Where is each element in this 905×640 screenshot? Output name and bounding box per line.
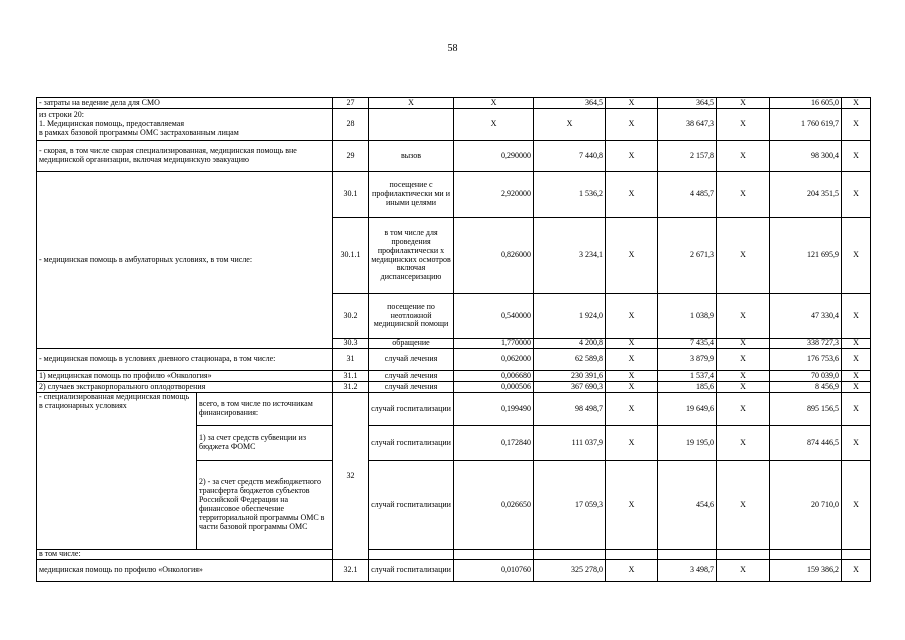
- value-cell: 8 456,9: [770, 382, 842, 393]
- norm-cell: 0,026650: [454, 461, 534, 550]
- value-cell: Х: [606, 98, 658, 109]
- value-cell: 895 156,5: [770, 393, 842, 426]
- value-cell: Х: [606, 294, 658, 339]
- value-cell: Х: [842, 98, 871, 109]
- row-label: - затраты на ведение дела для СМО: [37, 98, 333, 109]
- empty-cell: [369, 550, 454, 560]
- value-cell: 325 278,0: [534, 560, 606, 582]
- row-number: 32.1: [333, 560, 369, 582]
- value-cell: Х: [842, 393, 871, 426]
- value-cell: Х: [717, 172, 770, 218]
- unit-cell: посещение с профилактически ми и иными целями: [369, 172, 454, 218]
- row-number: 30.2: [333, 294, 369, 339]
- value-cell: Х: [606, 426, 658, 461]
- value-cell: Х: [717, 393, 770, 426]
- unit-cell: посещение по неотложной медицинской помощи: [369, 294, 454, 339]
- empty-cell: [842, 550, 871, 560]
- value-cell: Х: [717, 218, 770, 294]
- value-cell: Х: [606, 109, 658, 141]
- value-cell: Х: [606, 172, 658, 218]
- value-cell: 3 879,9: [658, 349, 717, 371]
- table-row: [37, 98, 871, 109]
- value-cell: 874 446,5: [770, 426, 842, 461]
- value-cell: 230 391,6: [534, 371, 606, 382]
- value-cell: 70 039,0: [770, 371, 842, 382]
- unit-cell: случай госпитализации: [369, 560, 454, 582]
- norm-cell: 0,540000: [454, 294, 534, 339]
- value-cell: Х: [842, 294, 871, 339]
- value-cell: 1 760 619,7: [770, 109, 842, 141]
- norm-cell: 0,826000: [454, 218, 534, 294]
- norm-cell: Х: [454, 98, 534, 109]
- value-cell: 1 924,0: [534, 294, 606, 339]
- empty-cell: [534, 550, 606, 560]
- value-cell: 2 671,3: [658, 218, 717, 294]
- row-number: 28: [333, 109, 369, 141]
- norm-cell: 0,010760: [454, 560, 534, 582]
- row-label: - скорая, в том числе скорая специализированная, медицинская помощь вне медицинской организации, включая медицинскую эвакуацию: [37, 141, 333, 172]
- row-label: - специализированная медицинская помощь в стационарных условиях: [37, 393, 197, 550]
- norm-cell: 0,290000: [454, 141, 534, 172]
- value-cell: Х: [842, 109, 871, 141]
- norm-cell: 0,000506: [454, 382, 534, 393]
- row-label: медицинская помощь по профилю «Онкология»: [37, 560, 333, 582]
- empty-cell: [658, 550, 717, 560]
- row-label: - медицинская помощь в условиях дневного стационара, в том числе:: [37, 349, 333, 371]
- unit-cell: случай лечения: [369, 382, 454, 393]
- value-cell: Х: [717, 461, 770, 550]
- value-cell: Х: [842, 339, 871, 349]
- page-number: 58: [447, 43, 458, 54]
- value-cell: Х: [842, 560, 871, 582]
- value-cell: 176 753,6: [770, 349, 842, 371]
- table-row: [37, 371, 871, 382]
- table-row: [37, 172, 871, 218]
- norm-cell: 0,172840: [454, 426, 534, 461]
- unit-cell: случай госпитализации: [369, 393, 454, 426]
- row-number: 27: [333, 98, 369, 109]
- value-cell: 3 234,1: [534, 218, 606, 294]
- value-cell: Х: [842, 141, 871, 172]
- value-cell: 338 727,3: [770, 339, 842, 349]
- row-label: - медицинская помощь в амбулаторных условиях, в том числе:: [37, 172, 333, 349]
- value-cell: 98 498,7: [534, 393, 606, 426]
- value-cell: 19 195,0: [658, 426, 717, 461]
- unit-cell: случай госпитализации: [369, 461, 454, 550]
- unit-cell: случай госпитализации: [369, 426, 454, 461]
- row-number: 31.1: [333, 371, 369, 382]
- row-label: [37, 109, 333, 141]
- value-cell: Х: [717, 339, 770, 349]
- empty-cell: [770, 550, 842, 560]
- row-label: в том числе:: [37, 550, 333, 560]
- table-row: [37, 382, 871, 393]
- unit-cell: случай лечения: [369, 349, 454, 371]
- row-number: 29: [333, 141, 369, 172]
- row-number: 30.3: [333, 339, 369, 349]
- value-cell: 62 589,8: [534, 349, 606, 371]
- value-cell: Х: [606, 349, 658, 371]
- value-cell: 1 537,4: [658, 371, 717, 382]
- value-cell: 17 059,3: [534, 461, 606, 550]
- row-sublabel: всего, в том числе по источникам финансирования:: [197, 393, 333, 426]
- row-number: 30.1: [333, 172, 369, 218]
- row-number: 30.1.1: [333, 218, 369, 294]
- row-number: 31.2: [333, 382, 369, 393]
- value-cell: Х: [606, 461, 658, 550]
- value-cell: 204 351,5: [770, 172, 842, 218]
- value-cell: 364,5: [658, 98, 717, 109]
- value-cell: 7 435,4: [658, 339, 717, 349]
- value-cell: Х: [842, 172, 871, 218]
- empty-cell: [606, 550, 658, 560]
- row-label: 2) случаев экстракорпорального оплодотворения: [37, 382, 333, 393]
- value-cell: Х: [717, 349, 770, 371]
- table-row: [37, 109, 871, 141]
- norm-cell: Х: [454, 109, 534, 141]
- norm-cell: 0,062000: [454, 349, 534, 371]
- row-sublabel: 2) - за счет средств межбюджетного трансферта бюджетов субъектов Российской Федерации на финансовое обеспечение территориальной программы ОМС в части базовой программы ОМС: [197, 461, 333, 550]
- value-cell: 4 485,7: [658, 172, 717, 218]
- value-cell: 185,6: [658, 382, 717, 393]
- unit-cell: случай лечения: [369, 371, 454, 382]
- table-row: [37, 550, 871, 560]
- value-cell: 454,6: [658, 461, 717, 550]
- row-label-line: из строки 20:: [39, 110, 84, 120]
- value-cell: 111 037,9: [534, 426, 606, 461]
- unit-cell: Х: [369, 98, 454, 109]
- value-cell: Х: [606, 339, 658, 349]
- value-cell: Х: [842, 218, 871, 294]
- value-cell: Х: [842, 426, 871, 461]
- value-cell: Х: [717, 98, 770, 109]
- table-row: [37, 141, 871, 172]
- norm-cell: 0,006680: [454, 371, 534, 382]
- value-cell: 367 690,3: [534, 382, 606, 393]
- value-cell: 16 605,0: [770, 98, 842, 109]
- value-cell: Х: [842, 461, 871, 550]
- value-cell: 364,5: [534, 98, 606, 109]
- value-cell: Х: [717, 560, 770, 582]
- value-cell: Х: [606, 393, 658, 426]
- value-cell: 19 649,6: [658, 393, 717, 426]
- value-cell: Х: [842, 371, 871, 382]
- row-number: 32: [333, 393, 369, 560]
- value-cell: Х: [606, 141, 658, 172]
- value-cell: Х: [717, 294, 770, 339]
- value-cell: Х: [606, 560, 658, 582]
- norm-cell: 2,920000: [454, 172, 534, 218]
- empty-cell: [717, 550, 770, 560]
- value-cell: Х: [717, 109, 770, 141]
- table-row: [37, 393, 871, 426]
- table-row: [37, 560, 871, 582]
- value-cell: Х: [717, 371, 770, 382]
- value-cell: Х: [606, 218, 658, 294]
- value-cell: 1 038,9: [658, 294, 717, 339]
- value-cell: 20 710,0: [770, 461, 842, 550]
- value-cell: 3 498,7: [658, 560, 717, 582]
- unit-cell: обращение: [369, 339, 454, 349]
- value-cell: 98 300,4: [770, 141, 842, 172]
- row-label-line: 1. Медицинская помощь, предоставляемая: [39, 119, 185, 129]
- row-number: 31: [333, 349, 369, 371]
- value-cell: Х: [842, 349, 871, 371]
- value-cell: 38 647,3: [658, 109, 717, 141]
- unit-cell: в том числе для проведения профилактически х медицинских осмотров включая диспансеризацию: [369, 218, 454, 294]
- unit-cell: [369, 109, 454, 141]
- value-cell: 47 330,4: [770, 294, 842, 339]
- norm-cell: 1,770000: [454, 339, 534, 349]
- value-cell: Х: [717, 141, 770, 172]
- value-cell: 7 440,8: [534, 141, 606, 172]
- norm-cell: 0,199490: [454, 393, 534, 426]
- table-row: [37, 349, 871, 371]
- value-cell: 121 695,9: [770, 218, 842, 294]
- data-table: [36, 97, 871, 582]
- value-cell: Х: [534, 109, 606, 141]
- value-cell: 1 536,2: [534, 172, 606, 218]
- value-cell: Х: [842, 382, 871, 393]
- value-cell: Х: [606, 382, 658, 393]
- row-label: 1) медицинская помощь по профилю «Онкология»: [37, 371, 333, 382]
- value-cell: Х: [717, 426, 770, 461]
- row-label-line: в рамках базовой программы ОМС застрахованным лицам: [39, 127, 239, 137]
- row-sublabel: 1) за счет средств субвенции из бюджета ФОМС: [197, 426, 333, 461]
- empty-cell: [454, 550, 534, 560]
- value-cell: 4 200,8: [534, 339, 606, 349]
- value-cell: Х: [717, 382, 770, 393]
- value-cell: 2 157,8: [658, 141, 717, 172]
- value-cell: 159 386,2: [770, 560, 842, 582]
- unit-cell: вызов: [369, 141, 454, 172]
- value-cell: Х: [606, 371, 658, 382]
